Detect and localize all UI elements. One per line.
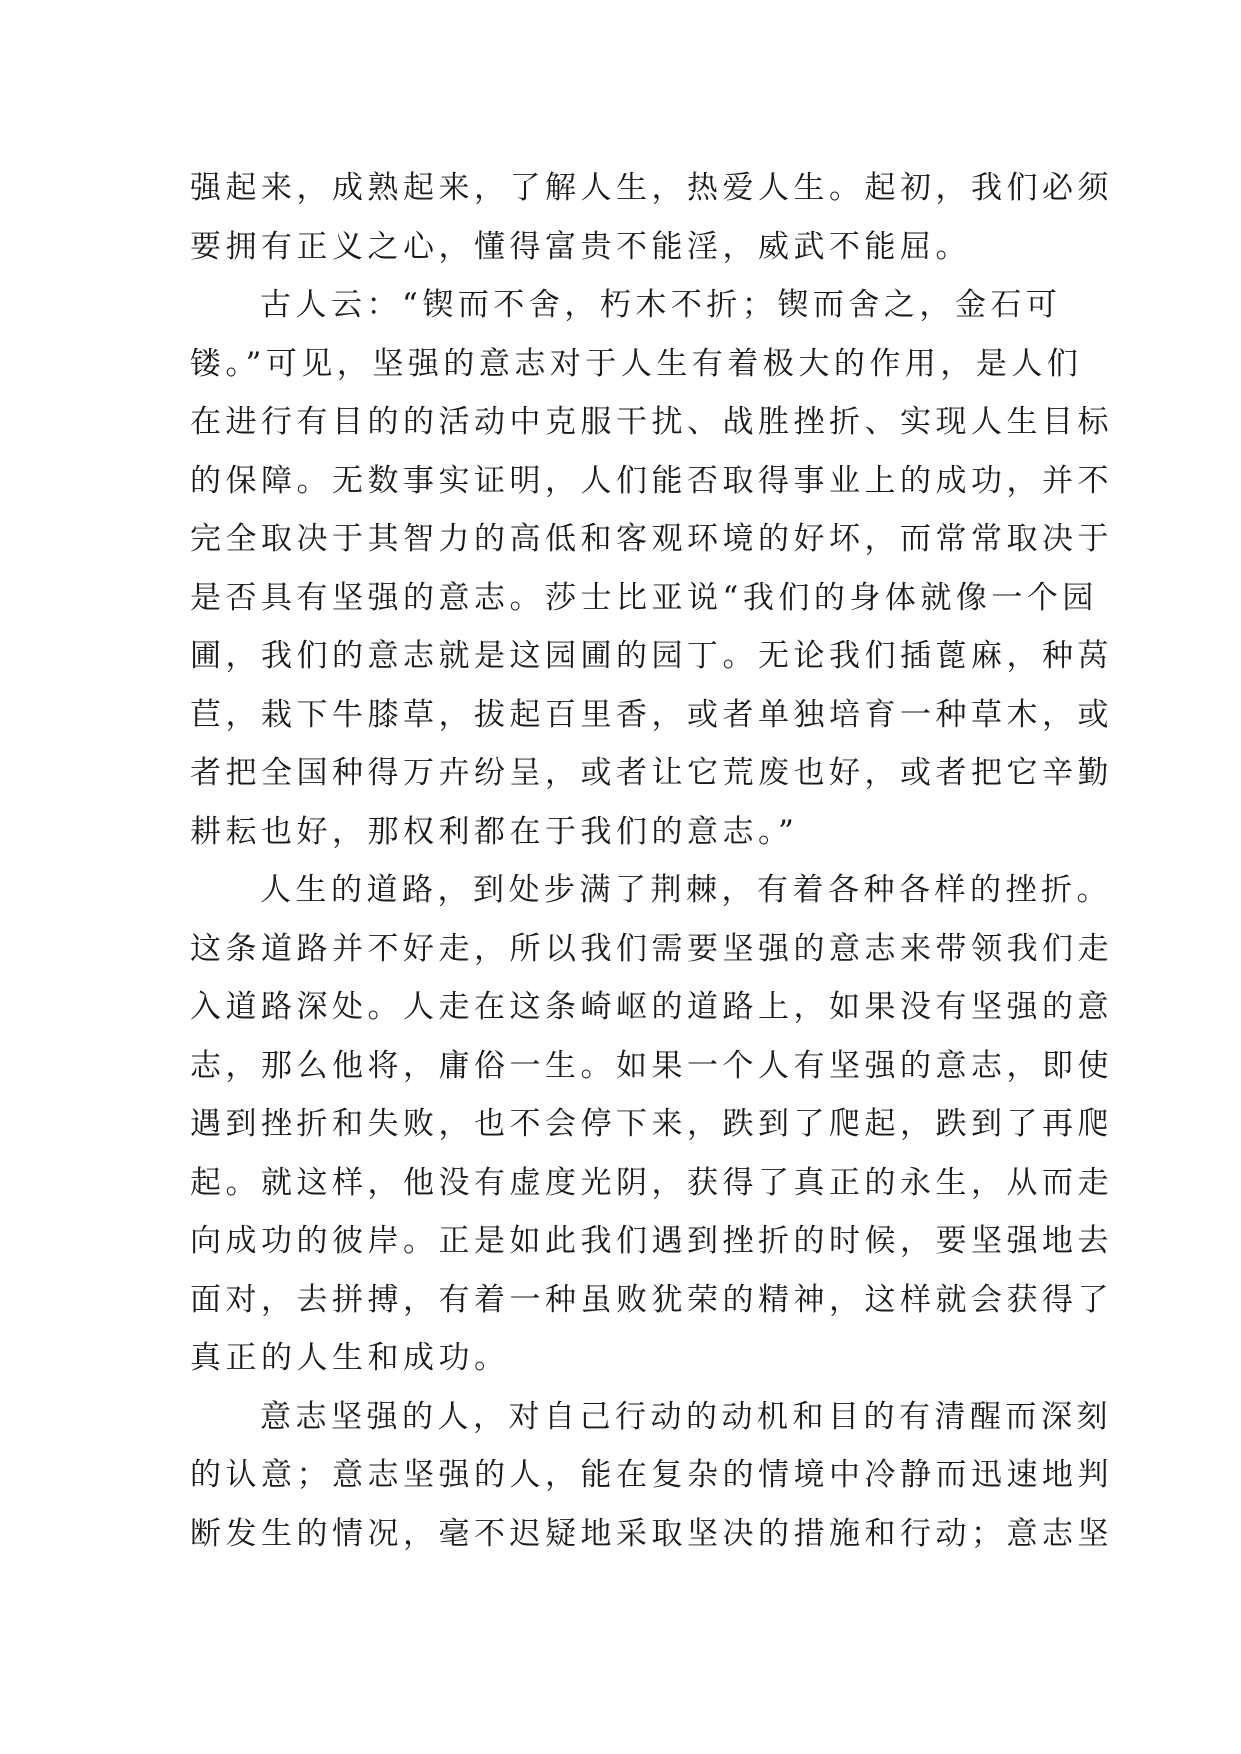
text-line: 是否具有坚强的意志。莎士比亚说“我们的身体就像一个园 [190, 579, 1098, 616]
text-line: 强起来，成熟起来，了解人生，热爱人生。起初，我们必须 [190, 170, 1113, 206]
text-line: 面对，去拼搏，有着一种虽败犹荣的精神，这样就会获得了 [190, 1281, 1113, 1318]
text-line: 这条道路并不好走，所以我们需要坚强的意志来带领我们走 [190, 930, 1113, 967]
text-line: 圃，我们的意志就是这园圃的园丁。无论我们插蓖麻，种莴 [190, 638, 1113, 674]
text-line: 的保障。无数事实证明，人们能否取得事业上的成功，并不 [190, 462, 1113, 499]
text-line: 意志坚强的人，对自己行动的动机和目的有清醒而深刻 [260, 1398, 1112, 1435]
text-line: 苣，栽下牛膝草，拔起百里香，或者单独培育一种草木，或 [190, 696, 1113, 733]
text-line: 向成功的彼岸。正是如此我们遇到挫折的时候，要坚强地去 [190, 1223, 1113, 1259]
text-line: 耕耘也好，那权利都在于我们的意志。” [190, 813, 799, 850]
text-line: 入道路深处。人走在这条崎岖的道路上，如果没有坚强的意 [190, 989, 1113, 1025]
text-line: 完全取决于其智力的高低和客观环境的好坏，而常常取决于 [190, 521, 1113, 557]
text-line: 起。就这样，他没有虚度光阴，获得了真正的永生，从而走 [190, 1164, 1113, 1201]
text-line: 遇到挫折和失败，也不会停下来，跌到了爬起，跌到了再爬 [190, 1106, 1113, 1142]
text-line: 的认意；意志坚强的人，能在复杂的情境中冷静而迅速地判 [190, 1457, 1113, 1493]
text-line: 志，那么他将，庸俗一生。如果一个人有坚强的意志，即使 [190, 1047, 1113, 1084]
text-line: 古人云：“锲而不舍，朽木不折；锲而舍之，金石可 [260, 287, 1062, 323]
text-line: 者把全国种得万卉纷呈，或者让它荒废也好，或者把它辛勤 [190, 755, 1113, 791]
text-line: 断发生的情况，毫不迟疑地采取坚决的措施和行动；意志坚 [190, 1515, 1113, 1552]
text-line: 镂。”可见，坚强的意志对于人生有着极大的作用，是人们 [190, 345, 1083, 382]
body-text [190, 159, 1113, 1563]
text-line: 真正的人生和成功。 [190, 1340, 510, 1376]
text-line: 人生的道路，到处步满了荆棘，有着各种各样的挫折。 [260, 872, 1112, 908]
text-line: 要拥有正义之心，懂得富贵不能淫，威武不能屈。 [190, 228, 971, 265]
text-line: 在进行有目的的活动中克服干扰、战胜挫折、实现人生目标 [190, 404, 1113, 440]
